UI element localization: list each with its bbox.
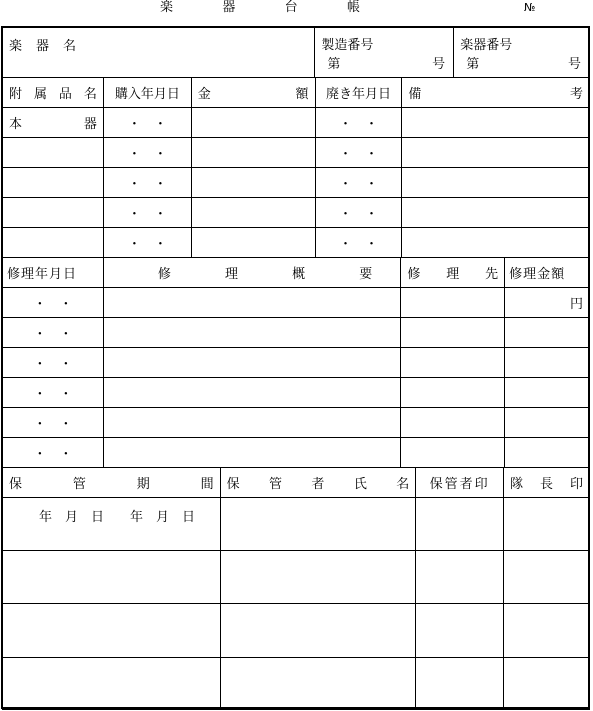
- col-repair-cost: [505, 258, 590, 288]
- col-char: 属: [33, 87, 47, 102]
- col-char: 名: [83, 87, 97, 102]
- table-row: [3, 551, 590, 604]
- leader-seal-cell[interactable]: [504, 604, 590, 658]
- repairs-table: [2, 257, 590, 468]
- amount-cell[interactable]: [191, 138, 315, 168]
- col-char: 備: [408, 87, 422, 102]
- main-item-char: 器: [83, 117, 97, 132]
- remarks-cell[interactable]: [402, 108, 590, 138]
- instrument-number-cell[interactable]: [454, 28, 590, 78]
- custodian-seal-cell[interactable]: [416, 551, 504, 604]
- repair-shop-cell[interactable]: [401, 318, 505, 348]
- accessory-name-cell[interactable]: [3, 108, 104, 138]
- table-row: [3, 228, 590, 258]
- repair-cost-cell[interactable]: 円: [505, 288, 590, 318]
- col-char: 概: [292, 267, 306, 282]
- serial-number-label: 製造番号: [321, 38, 374, 53]
- col-custody-period: [3, 468, 221, 498]
- amount-cell[interactable]: [191, 198, 315, 228]
- table-row: [3, 108, 590, 138]
- repair-summary-cell[interactable]: [103, 378, 401, 408]
- col-char: 氏: [353, 477, 367, 492]
- custodian-seal-cell[interactable]: [416, 604, 504, 658]
- col-char: 管: [269, 477, 283, 492]
- main-item-char: 本: [9, 117, 23, 132]
- leader-seal-cell[interactable]: [504, 551, 590, 604]
- repair-date-cell[interactable]: ・ ・: [3, 348, 104, 378]
- repair-date-cell[interactable]: ・ ・: [3, 408, 104, 438]
- number-label: №: [524, 1, 536, 14]
- instrument-header-table: [2, 27, 590, 78]
- repair-shop-cell[interactable]: [401, 378, 505, 408]
- custodian-seal-cell[interactable]: [416, 658, 504, 710]
- repair-date-cell[interactable]: ・ ・: [3, 318, 104, 348]
- col-char: 名: [396, 477, 410, 492]
- custody-period-cell[interactable]: [3, 604, 221, 658]
- col-char: 印: [569, 477, 583, 492]
- custody-period-cell[interactable]: [3, 658, 221, 710]
- col-custodian-seal: 保管者印: [416, 468, 504, 498]
- title-char: 器: [222, 0, 236, 15]
- remarks-cell[interactable]: [402, 198, 590, 228]
- instrument-name-cell[interactable]: [3, 28, 315, 78]
- table-row: [3, 438, 590, 468]
- amount-cell[interactable]: [191, 228, 315, 258]
- repair-date-cell[interactable]: ・ ・: [3, 288, 104, 318]
- repair-cost-cell[interactable]: [505, 408, 590, 438]
- table-row: [3, 498, 590, 551]
- repair-summary-cell[interactable]: [103, 438, 401, 468]
- repair-summary-cell[interactable]: [103, 318, 401, 348]
- amount-cell[interactable]: [191, 168, 315, 198]
- col-char: 期: [136, 477, 150, 492]
- col-repair-cost-label: 修理金額: [509, 267, 566, 282]
- accessories-table: [2, 77, 590, 258]
- col-leader-seal: [504, 468, 590, 498]
- col-char: 理: [224, 267, 238, 282]
- remarks-cell[interactable]: [402, 228, 590, 258]
- instrument-name-char: 楽: [9, 39, 23, 54]
- repair-cost-cell[interactable]: [505, 378, 590, 408]
- table-row: [3, 408, 590, 438]
- col-char: 管: [72, 477, 86, 492]
- repair-cost-cell[interactable]: [505, 348, 590, 378]
- custody-period-template: 年 月 日 年 月 日: [39, 510, 196, 525]
- col-char: 品: [58, 87, 72, 102]
- table-row: [3, 318, 590, 348]
- instrument-number-dai: 第: [466, 57, 480, 72]
- col-disposal-date: 廃き年月日: [315, 78, 402, 108]
- col-amount: [191, 78, 315, 108]
- accessory-name-cell[interactable]: [3, 228, 104, 258]
- disposal-date-cell[interactable]: ・ ・: [315, 138, 402, 168]
- col-char: 金: [197, 87, 211, 102]
- disposal-date-cell[interactable]: ・ ・: [315, 168, 402, 198]
- col-char: 保: [226, 477, 240, 492]
- purchase-date-cell[interactable]: ・ ・: [103, 108, 191, 138]
- serial-dai: 第: [327, 57, 341, 72]
- col-repair-date-label: 修理年月日: [7, 267, 78, 282]
- custodian-name-cell[interactable]: [220, 658, 416, 710]
- col-char: 修: [407, 267, 421, 282]
- custodian-name-cell[interactable]: [220, 551, 416, 604]
- col-char: 考: [569, 87, 583, 102]
- disposal-date-cell[interactable]: ・ ・: [315, 198, 402, 228]
- table-row: [3, 168, 590, 198]
- repair-shop-cell[interactable]: [401, 288, 505, 318]
- repair-shop-cell[interactable]: [401, 438, 505, 468]
- leader-seal-cell[interactable]: [504, 498, 590, 551]
- instrument-name-char: 名: [63, 39, 77, 54]
- custody-period-cell[interactable]: [3, 551, 221, 604]
- disposal-date-cell[interactable]: ・ ・: [315, 108, 402, 138]
- col-char: 隊: [510, 477, 524, 492]
- accessory-name-cell[interactable]: [3, 138, 104, 168]
- col-repair-shop: [401, 258, 505, 288]
- title-char: 楽: [160, 0, 174, 15]
- col-char: 保: [9, 477, 23, 492]
- accessory-name-cell[interactable]: [3, 198, 104, 228]
- table-row: [3, 348, 590, 378]
- repair-summary-cell[interactable]: [103, 288, 401, 318]
- purchase-date-cell[interactable]: ・ ・: [103, 138, 191, 168]
- custody-table: [2, 467, 590, 710]
- remarks-cell[interactable]: [402, 168, 590, 198]
- instrument-number-go: 号: [567, 57, 581, 72]
- repair-summary-cell[interactable]: [103, 348, 401, 378]
- repair-cost-cell[interactable]: [505, 318, 590, 348]
- leader-seal-cell[interactable]: [504, 658, 590, 710]
- col-char: 要: [359, 267, 373, 282]
- title-char: 台: [284, 0, 298, 15]
- col-custodian-name: [220, 468, 416, 498]
- purchase-date-cell[interactable]: ・ ・: [103, 168, 191, 198]
- amount-cell[interactable]: [191, 108, 315, 138]
- custodian-seal-cell[interactable]: [416, 498, 504, 551]
- instrument-number-label: 楽器番号: [460, 38, 513, 53]
- instrument-name-char: 器: [36, 39, 50, 54]
- custodian-name-cell[interactable]: [220, 498, 416, 551]
- serial-go: 号: [432, 57, 446, 72]
- purchase-date-cell[interactable]: ・ ・: [103, 228, 191, 258]
- col-char: 者: [311, 477, 325, 492]
- title-char: 帳: [346, 0, 360, 15]
- repair-date-cell[interactable]: ・ ・: [3, 378, 104, 408]
- table-row: [3, 658, 590, 710]
- document-title: [160, 0, 360, 20]
- purchase-date-cell[interactable]: ・ ・: [103, 198, 191, 228]
- table-row: [3, 604, 590, 658]
- col-char: 先: [485, 267, 499, 282]
- table-row: [3, 138, 590, 168]
- remarks-cell[interactable]: [402, 138, 590, 168]
- table-row: [3, 378, 590, 408]
- col-char: 理: [446, 267, 460, 282]
- col-char: 修: [157, 267, 171, 282]
- repair-cost-cell[interactable]: [505, 438, 590, 468]
- repair-shop-cell[interactable]: [401, 348, 505, 378]
- col-char: 額: [295, 87, 309, 102]
- repair-date-cell[interactable]: ・ ・: [3, 438, 104, 468]
- accessory-name-cell[interactable]: [3, 168, 104, 198]
- repair-shop-cell[interactable]: [401, 408, 505, 438]
- custody-period-cell[interactable]: [3, 498, 221, 551]
- table-row: [3, 198, 590, 228]
- col-char: 間: [200, 477, 214, 492]
- col-purchase-date: 購入年月日: [103, 78, 191, 108]
- col-char: 附: [9, 87, 23, 102]
- col-remarks: [402, 78, 590, 108]
- table-row: [3, 288, 590, 318]
- col-char: 長: [540, 477, 554, 492]
- serial-number-cell[interactable]: [315, 28, 454, 78]
- col-accessory-name: [3, 78, 104, 108]
- repair-summary-cell[interactable]: [103, 408, 401, 438]
- col-repair-summary: [103, 258, 401, 288]
- disposal-date-cell[interactable]: ・ ・: [315, 228, 402, 258]
- custodian-name-cell[interactable]: [220, 604, 416, 658]
- col-repair-date: [3, 258, 104, 288]
